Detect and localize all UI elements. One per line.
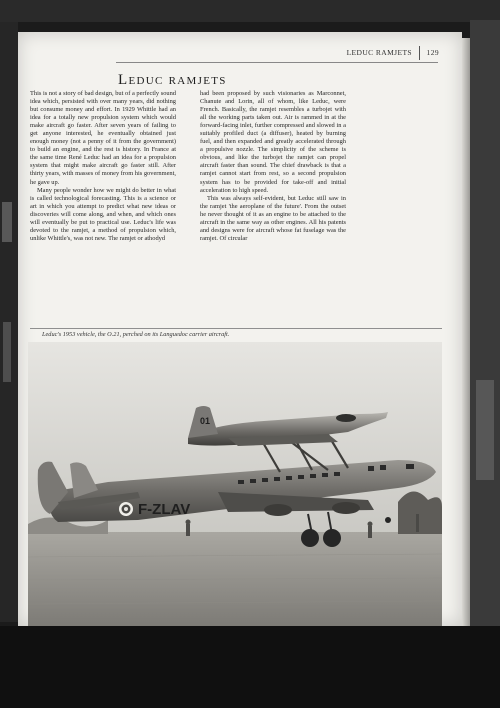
scan-border-left [0,22,18,622]
caption-rule [30,328,442,329]
running-head-divider [419,46,420,60]
running-head [318,46,442,60]
aircraft-photo-illustration [28,342,442,628]
paragraph: Many people wonder how we might do better in what is called technological forecasting. This is a science or art in which you attempt to predict what new ideas or discoveries will come along, and when, and which ones will eventually be put to practical use. Leduc's life was devoted to the ramjet, a method of propulsion which, unlike Whittle's, was not new. The ramjet or athodyd [30,186,176,242]
tail-mark: 01 [200,416,211,426]
photo-caption: Leduc's 1953 vehicle, the O.21, perched on its Languedoc carrier aircraft. [42,331,230,338]
running-head-title: LEDUC RAMJETS [346,48,412,57]
facing-page-fragment [2,202,12,242]
paragraph: This is not a story of bad design, but of a perfectly sound idea which, persisted with over many years, did nothing but consume money and effort. In 1929 Whittle had an idea for a totally new propulsion system which would make aircraft go faster. After seven years of failing to get anyone interested, he eventually obtained just enough money (not a penny of it from the government) to build an engine, and the rest is history. In France at the same time René Leduc had an idea for a propulsion system that might make aircraft go faster still. After thirty years, with masses of money from his government, he gave up. [30,90,176,186]
aircraft-photo [28,342,442,628]
scan-border-top [0,0,500,22]
scan-border-bottom [0,626,500,708]
paragraph: This was always self-evident, but Leduc still saw in the ramjet 'the aeroplane of the future'. From the outset he never thought of it as an engine to be attached to the aircraft in the same way as other engines. All his patents and designs were for aircraft whose fat fuselage was the ramjet. Of circular [200,194,346,242]
spine-mark [476,380,494,480]
registration-mark: F-ZLAV [138,501,191,518]
paragraph: had been proposed by such visionaries as Marconnet, Chanute and Lorin, all of whom, like Leduc, were French. Basically, the ramjet resembles a turbojet with all the working parts taken out. Air is rammed in at the forward-facing inlet, further compressed and slowed in a suitably profiled duct (a diffuser), heated by burning fuel, and then expanded and greatly accelerated through a propulsive nozzle. The simplicity of the scheme is obvious, and like the turbojet the ramjet can propel aircraft faster than sound. The chief drawback is that a ramjet cannot start from rest, so a second propulsion system has to be provided for take-off and initial acceleration to high speed. [200,90,346,194]
facing-page-fragment [3,322,11,382]
chapter-title: Leduc ramjets [118,72,227,88]
book-spine [470,20,500,640]
text-column-right [200,90,346,243]
page-number: 129 [426,48,439,57]
header-rule [116,62,438,63]
text-column-left [30,90,176,243]
page-edge [462,38,470,626]
